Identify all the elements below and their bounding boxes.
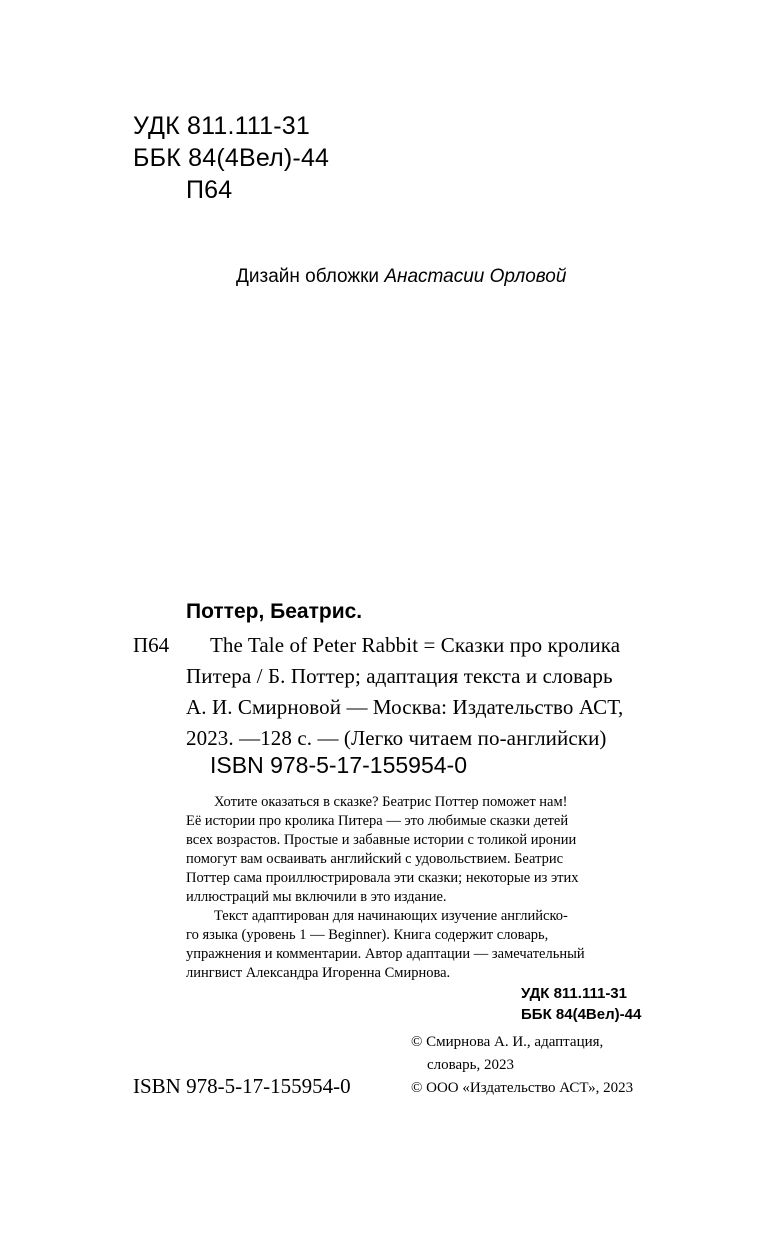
bibliography-line: А. И. Смирновой — Москва: Издательство АСТ, <box>186 695 624 719</box>
bibliography-description <box>186 630 666 754</box>
annotation-line: упражнения и комментарии. Автор адаптации — замечательный <box>186 946 585 962</box>
annotation-line: всех возрастов. Простые и забавные истории с толикой иронии <box>186 832 577 848</box>
bibliography-line: Питера / Б. Поттер; адаптация текста и словарь <box>186 664 613 688</box>
bibliography-author: Поттер, Беатрис. <box>186 600 363 623</box>
annotation-line: Её истории про кролика Питера — это любимые сказки детей <box>186 813 569 829</box>
copyright-line: © Смирнова А. И., адаптация, <box>411 1034 604 1050</box>
isbn-main: ISBN 978-5-17-155954-0 <box>210 752 467 778</box>
classification-block-bottom <box>521 983 641 1025</box>
bbk-code-bottom: ББК 84(4Вел)-44 <box>521 1006 642 1023</box>
annotation-line: помогут вам осваивать английский с удовольствием. Беатрис <box>186 851 564 867</box>
classification-block-top <box>133 110 329 206</box>
copyright-block <box>411 1031 633 1100</box>
annotation <box>186 793 666 983</box>
isbn-bottom: ISBN 978-5-17-155954-0 <box>133 1074 351 1098</box>
annotation-line: Поттер сама проиллюстрировала эти сказки; некоторые из этих <box>186 870 579 886</box>
bibliography-mark: П64 <box>133 633 170 657</box>
copyright-line: словарь, 2023 <box>427 1057 515 1073</box>
author-mark: П64 <box>186 176 233 204</box>
bbk-code: ББК 84(4Вел)-44 <box>133 144 330 172</box>
annotation-line: го языка (уровень 1 — Beginner). Книга содержит словарь, <box>186 927 549 943</box>
cover-designer-name: Анастасии Орловой <box>384 266 567 287</box>
bibliography-line: The Tale of Peter Rabbit = Сказки про кролика <box>210 633 621 657</box>
udk-code: УДК 811.111-31 <box>133 112 310 140</box>
annotation-line: иллюстраций мы включили в это издание. <box>186 889 447 905</box>
cover-design-credit <box>236 266 566 288</box>
annotation-line: лингвист Александра Игоренна Смирнова. <box>186 965 451 981</box>
copyright-line: © ООО «Издательство АСТ», 2023 <box>411 1080 634 1096</box>
annotation-line: Текст адаптирован для начинающих изучение английско- <box>214 908 568 924</box>
udk-code-bottom: УДК 811.111-31 <box>521 985 627 1002</box>
annotation-line: Хотите оказаться в сказке? Беатрис Поттер поможет нам! <box>214 794 568 810</box>
cover-design-label: Дизайн обложки <box>236 266 380 287</box>
bibliography-line: 2023. —128 с. — (Легко читаем по-английски) <box>186 726 607 750</box>
